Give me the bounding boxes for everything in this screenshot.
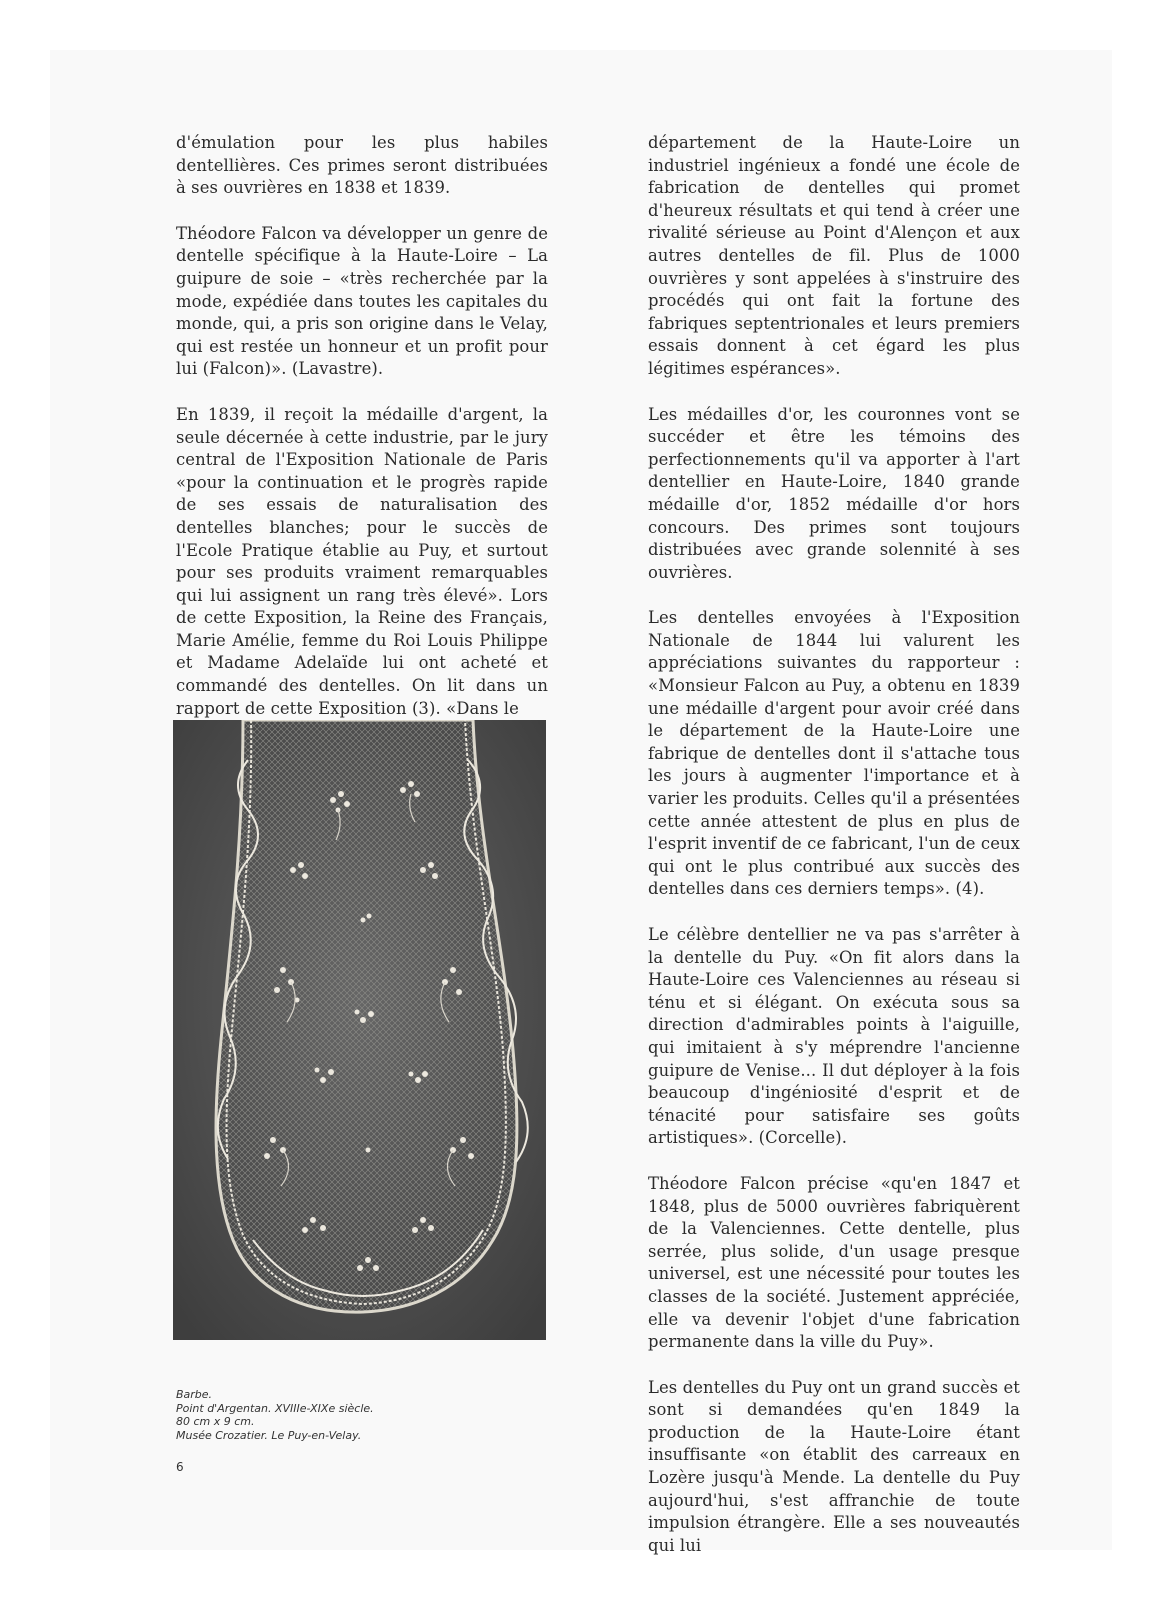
page-number: 6	[176, 1460, 184, 1474]
paragraph: En 1839, il reçoit la médaille d'argent, la seule décernée à cette industrie, par le jury central de l'Exposition Nationale de Paris «pour la continuation et le progrès rapide de ses essais de naturalisation des dentelles blanches; pour le succès de l'Ecole Pratique établie au Puy, et surtout pour ses produits vraiment remarquables qui lui assignent un rang très élevé». Lors de cette Exposition, la Reine des Français, Marie Amélie, femme du Roi Louis Philippe et Madame Adelaïde lui ont acheté et commandé des dentelles. On lit dans un rapport de cette Exposition (3). «Dans le	[176, 404, 548, 718]
paragraph: Les médailles d'or, les couronnes vont se succéder et être les témoins des perfectionnements qu'il va apporter à l'art dentellier en Haute-Loire, 1840 grande médaille d'or, 1852 médaille d'or hors concours. Des primes sont toujours distribuées avec grande solennité à ses ouvrières.	[648, 404, 1020, 582]
left-column	[176, 132, 548, 743]
paragraph: Les dentelles du Puy ont un grand succès et sont si demandées qu'en 1849 la production de la Haute-Loire étant insuffisante «on établit des carreaux en Lozère jusqu'à Mende. La dentelle du Puy aujourd'hui, s'est affranchie de toute impulsion étrangère. Elle a ses nouveautés qui lui	[648, 1377, 1020, 1555]
paragraph: Théodore Falcon précise «qu'en 1847 et 1848, plus de 5000 ouvrières fabriquèrent de la Valenciennes. Cette dentelle, plus serrée, plus solide, d'un usage presque universel, est une nécessité pour toutes les classes de la société. Justement appréciée, elle va devenir l'objet d'une fabrication permanente dans la ville du Puy».	[648, 1173, 1020, 1352]
photo-caption	[176, 1388, 506, 1442]
lace-barbe-image	[173, 720, 546, 1340]
paragraph: département de la Haute-Loire un industriel ingénieux a fondé une école de fabrication de dentelles qui promet d'heureux résultats et qui tend à créer une rivalité sérieuse au Point d'Alençon et aux autres dentelles de fil. Plus de 1000 ouvrières y sont appelées à s'instruire des procédés qui ont fait la fortune des fabriques septentrionales et leurs premiers essais donnent à cet égard les plus légitimes espérances».	[648, 133, 1020, 378]
caption-museum: Musée Crozatier. Le Puy-en-Velay.	[176, 1428, 362, 1442]
lace-photograph	[173, 720, 546, 1340]
paragraph: Les dentelles envoyées à l'Exposition Nationale de 1844 lui valurent les appréciations suivantes du rapporteur : «Monsieur Falcon au Puy, a obtenu en 1839 une médaille d'argent pour avoir créé dans le département de la Haute-Loire une fabrique de dentelles dont il s'attache tous les jours à augmenter l'importance et à varier les produits. Celles qu'il a présentées cette année attestent de plus en plus de l'esprit inventif de ce fabricant, l'un de ceux qui ont le plus contribué aux succès des dentelles dans ces derniers temps». (4).	[648, 608, 1020, 899]
caption-title: Barbe.	[176, 1388, 213, 1401]
paragraph: d'émulation pour les plus habiles dentellières. Ces primes seront distribuées à ses ouvrières en 1838 et 1839.	[176, 133, 548, 198]
paragraph: Théodore Falcon va développer un genre de dentelle spécifique à la Haute-Loire – La guipure de soie – «très recherchée par la mode, expédiée dans toutes les capitales du monde, qui, a pris son origine dans le Velay, qui est restée un honneur et un profit pour lui (Falcon)». (Lavastre).	[176, 223, 548, 379]
caption-technique: Point d'Argentan. XVIIIe-XIXe siècle.	[176, 1401, 374, 1415]
caption-dimensions: 80 cm x 9 cm.	[176, 1415, 255, 1428]
paragraph: Le célèbre dentellier ne va pas s'arrêter à la dentelle du Puy. «On fit alors dans la Haute-Loire ces Valenciennes au réseau si ténu et si élégant. On exécuta sous sa direction d'admirables points à l'aiguille, qui imitaient à s'y méprendre l'ancienne guipure de Venise... Il dut déployer à la fois beaucoup d'ingéniosité d'esprit et de ténacité pour satisfaire ses goûts artistiques». (Corcelle).	[648, 925, 1020, 1148]
right-column	[648, 132, 1020, 1580]
